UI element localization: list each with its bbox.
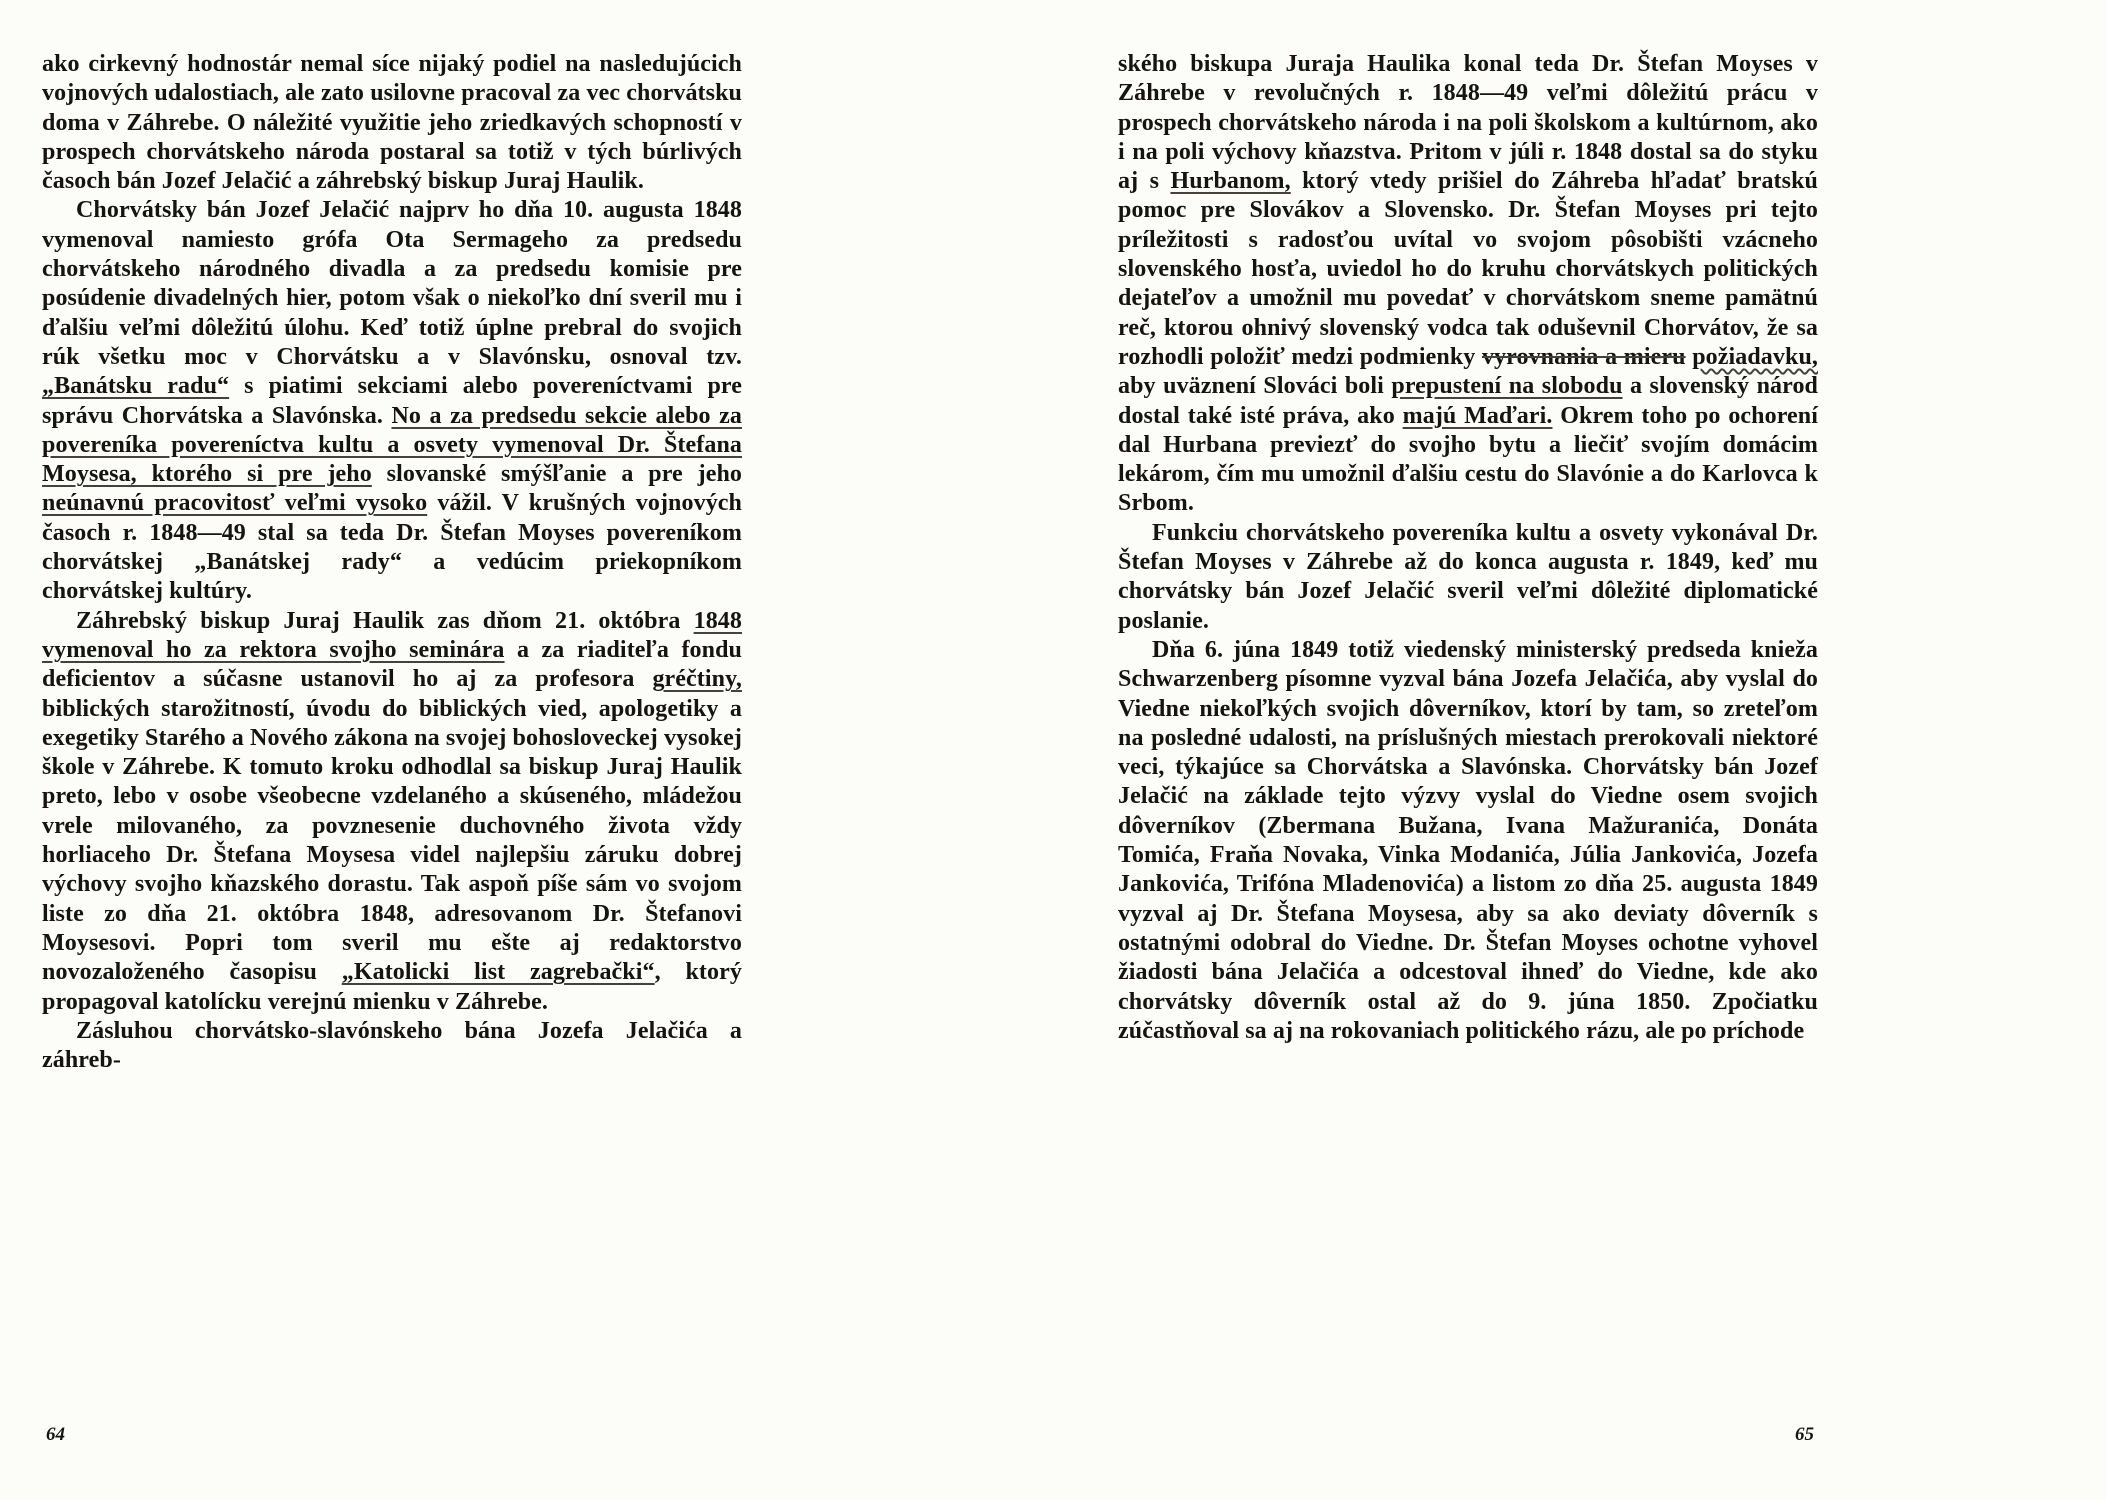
- text-segment: slovanské smýšľanie a pre jeho: [371, 461, 742, 488]
- underlined-text: majú Maďari.: [1402, 402, 1553, 429]
- underlined-text: „Katolicki list zagrebački“: [341, 959, 655, 986]
- underlined-text: Hurbanom,: [1170, 168, 1291, 195]
- paragraph: [1118, 636, 1818, 1046]
- underlined-text: neúnavnú pracovitosť veľmi vysoko: [42, 490, 428, 517]
- paragraph: [42, 607, 742, 1017]
- text-segment: aby uväznení Slováci boli: [1118, 373, 1392, 400]
- underlined-text: 1848 vymenoval ho za rektora svojho seminára: [42, 607, 742, 663]
- text-segment: ského biskupa Juraja Haulika konal teda Dr. Štefan Moyses v Záhrebe v revolučných r. 1848—49 veľmi dôležitú prácu v prospech chorvátskeho národa i na poli školskom a kultúrnom, ako i na poli výchovy kňazstva. Pritom v júli r. 1848 dostal sa do styku aj s: [1118, 51, 1818, 195]
- underlined-text: gréčtiny,: [652, 666, 742, 693]
- text-segment: a slovenský národ dostal také isté práva, ako: [1118, 373, 1818, 429]
- page-left-text-block: [42, 50, 742, 1075]
- text-segment: Záhrebský biskup Juraj Haulik zas dňom 21. októbra: [76, 607, 694, 634]
- text-segment: Chorvátsky bán Jozef Jelačić najprv ho dňa 10. augusta 1848 vymenoval namiesto grófa Ota Sermageho za predsedu chorvátskeho národného divadla a za predsedu komisie pre posúdenie divadelných hier, potom však o niekoľko dní sveril mu i ďalšiu veľmi dôležitú úlohu. Keď totiž úplne prebral do svojich rúk všetku moc v Chorvátsku a v Slavónsku, osnoval tzv.: [42, 197, 742, 370]
- text-segment: s piatimi sekciami alebo povereníctvami pre správu Chorvátska a Slavónska.: [42, 373, 742, 429]
- text-segment: ktorý vtedy prišiel do Záhreba hľadať bratskú pomoc pre Slovákov a Slovensko. Dr. Štefan Moyses pri tejto príležitosti s radosťou uvítal vo svojom pôsobišti vzácneho slovenského hosťa, uviedol ho do kruhu chorvátskych politických dejateľov a umožnil mu povedať v chorvátskom sneme pamätnú reč, ktorou ohnivý slovenský vodca tak oduševnil Chorvátov, že sa rozhodli položiť medzi podmienky: [1118, 168, 1818, 370]
- page-number-right: 65: [1795, 1424, 1814, 1445]
- text-segment: Funkciu chorvátskeho povereníka kultu a osvety vykonával Dr. Štefan Moyses v Záhrebe až do konca augusta r. 1849, keď mu chorvátsky bán Jozef Jelačić sveril veľmi dôležité diplomatické poslanie.: [1118, 519, 1818, 634]
- page-right: [1053, 0, 2106, 1500]
- text-segment: , ktorý propagoval katolícku verejnú mienku v Záhrebe.: [42, 959, 742, 1015]
- underlined-text: „Banátsku radu“: [42, 373, 230, 400]
- page-right-text-block: [1118, 50, 1818, 1046]
- paragraph: [1118, 519, 1818, 636]
- underlined-text: prepustení na slobodu: [1391, 373, 1623, 400]
- text-segment: biblických starožitností, úvodu do biblických vied, apologetiky a exegetiky Starého a Nového zákona na svojej bohosloveckej vysokej škole v Záhrebe. K tomuto kroku odhodlal sa biskup Juraj Haulik preto, lebo v osobe všeobecne vzdelaného a skúseného, mládežou vrele milovaného, za povznesenie duchovného života vždy horliaceho Dr. Štefana Moysesa videl najlepšiu záruku dobrej výchovy svojho kňazského dorastu. Tak aspoň píše sám vo svojom liste zo dňa 21. októbra 1848, adresovanom Dr. Štefanovi Moysesovi. Popri tom sveril mu ešte aj redaktorstvo novozaloženého časopisu: [42, 695, 742, 986]
- underlined-text: No a za predsedu sekcie alebo za povereníka povereníctva kultu a osvety vymenoval Dr. Štefana Moysesa, ktorého si pre jeho: [42, 402, 742, 488]
- text-segment: vážil. V krušných vojnových časoch r. 1848—49 stal sa teda Dr. Štefan Moyses povereníkom chorvátskej „Banátskej rady“ a vedúcim priekopníkom chorvátskej kultúry.: [42, 490, 742, 605]
- wavy-underlined-text: požiadavku,: [1692, 343, 1818, 370]
- text-segment: a za riaditeľa fondu deficientov a súčasne ustanovil ho aj za profesora: [42, 636, 742, 693]
- struck-text: vyrovnania a mieru: [1481, 343, 1686, 370]
- page-number-left: 64: [46, 1424, 65, 1445]
- text-segment: Okrem toho po ochorení dal Hurbana previezť do svojho bytu a liečiť svojím domácim lekárom, čím mu umožnil ďalšiu cestu do Slavónie a do Karlovca k Srbom.: [1118, 402, 1818, 517]
- paragraph: [1118, 50, 1818, 519]
- text-segment: Zásluhou chorvátsko-slavónskeho bána Jozefa Jelačića a záhreb-: [42, 1017, 742, 1074]
- text-segment: ako cirkevný hodnostár nemal síce nijaký podiel na nasledujúcich vojnových udalostiach, ale zato usilovne pracoval za vec chorvátsku doma v Záhrebe. O náležité využitie jeho zriedkavých schopností v prospech chorvátskeho národa postaral sa totiž v tých búrlivých časoch bán Jozef Jelačić a záhrebský biskup Juraj Haulik.: [42, 51, 742, 195]
- text-segment: Dňa 6. júna 1849 totiž viedenský ministerský predseda knieža Schwarzenberg písomne vyzval bána Jozefa Jelačića, aby vyslal do Viedne niekoľkých svojich dôverníkov, ktorí by tam, so zreteľom na posledné udalosti, na príslušných miestach prerokovali niektoré veci, týkajúce sa Chorvátska a Slavónska. Chorvátsky bán Jozef Jelačić na základe tejto výzvy vyslal do Viedne osem svojich dôverníkov (Zbermana Bužana, Ivana Mažuranića, Donáta Tomića, Fraňa Novaka, Vinka Modanića, Júlia Jankovića, Jozefa Jankovića, Trifóna Mladenovića) a listom zo dňa 25. augusta 1849 vyzval aj Dr. Štefana Moysesa, aby sa ako deviaty dôverník s ostatnými odobral do Viedne. Dr. Štefan Moyses ochotne vyhovel žiadosti bána Jelačića a odcestoval ihneď do Viedne, kde ako chorvátsky dôverník ostal až do 9. júna 1850. Zpočiatku zúčastňoval sa aj na rokovaniach politického rázu, ale po príchode: [1118, 636, 1818, 1044]
- paragraph: [42, 196, 742, 606]
- paragraph: [42, 1017, 742, 1076]
- paragraph: [42, 50, 742, 196]
